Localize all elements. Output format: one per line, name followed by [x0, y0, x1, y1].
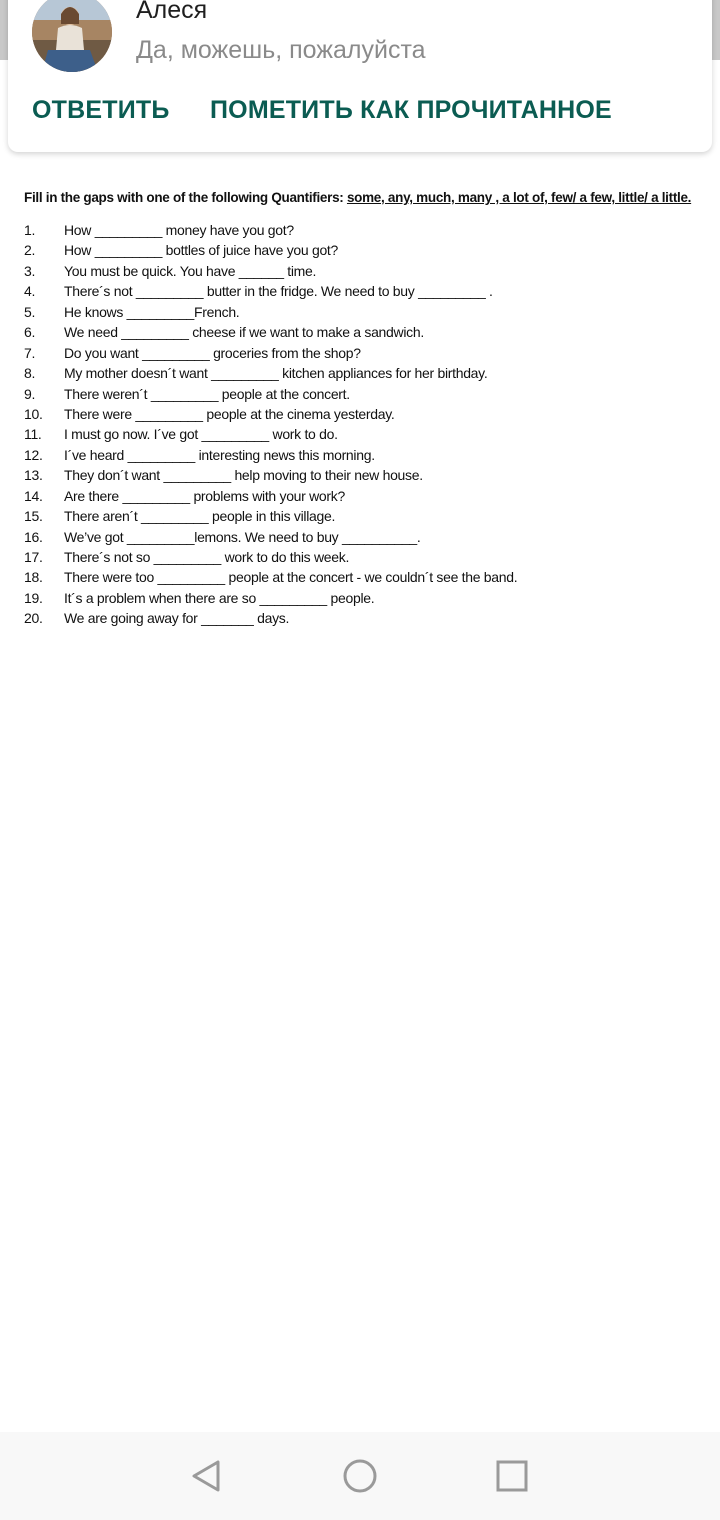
- back-icon[interactable]: [188, 1458, 224, 1494]
- exercise-text: Are there _________ problems with your work?: [64, 487, 345, 504]
- exercise-text: There aren´t _________ people in this village.: [64, 508, 336, 525]
- exercise-number: 6.: [24, 324, 36, 341]
- exercise-item: [24, 608, 704, 628]
- worksheet-image: [24, 188, 704, 629]
- exercise-number: 12.: [24, 446, 43, 463]
- sender-name: Алеся: [136, 0, 208, 24]
- exercise-number: 4.: [24, 283, 36, 300]
- exercise-text: There weren´t _________ people at the concert.: [64, 385, 350, 402]
- exercise-list: [24, 220, 704, 629]
- recents-icon[interactable]: [494, 1458, 530, 1494]
- message-preview: Да, можешь, пожалуйста: [136, 36, 426, 64]
- exercise-number: 2.: [24, 242, 36, 259]
- exercise-number: 8.: [24, 365, 36, 382]
- exercise-item: [24, 527, 704, 547]
- exercise-text: There were _________ people at the cinema yesterday.: [64, 405, 395, 422]
- exercise-text: Do you want _________ groceries from the shop?: [64, 344, 361, 361]
- exercise-number: 5.: [24, 303, 36, 320]
- avatar: [32, 0, 112, 72]
- exercise-item: [24, 343, 704, 363]
- exercise-item: [24, 261, 704, 281]
- exercise-text: How _________ money have you got?: [64, 222, 294, 238]
- exercise-item: [24, 567, 704, 587]
- exercise-text: There´s not so _________ work to do this week.: [64, 549, 350, 565]
- exercise-text: There were too _________ people at the concert - we couldn´t see the band.: [64, 569, 518, 586]
- notification-card[interactable]: [8, 0, 712, 152]
- home-icon[interactable]: [342, 1458, 378, 1494]
- exercise-number: 3.: [24, 262, 36, 279]
- exercise-item: [24, 281, 704, 301]
- exercise-item: [24, 363, 704, 383]
- navigation-bar: [0, 1432, 720, 1520]
- avatar-photo: [32, 0, 112, 72]
- exercise-text: It´s a problem when there are so _________ people.: [64, 589, 375, 606]
- exercise-text: We need _________ cheese if we want to make a sandwich.: [64, 324, 424, 341]
- exercise-text: They don´t want _________ help moving to their new house.: [64, 467, 423, 484]
- exercise-item: [24, 506, 704, 526]
- exercise-number: 9.: [24, 385, 36, 402]
- exercise-number: 16.: [24, 528, 43, 545]
- exercise-text: There´s not _________ butter in the fridge. We need to buy _________ .: [64, 283, 493, 300]
- exercise-number: 17.: [24, 549, 43, 565]
- instruction-prefix: Fill in the gaps with one of the following Quantifiers:: [24, 190, 347, 205]
- exercise-item: [24, 240, 704, 260]
- exercise-number: 7.: [24, 344, 36, 361]
- exercise-item: [24, 424, 704, 444]
- exercise-text: I must go now. I´ve got _________ work to do.: [64, 426, 338, 443]
- worksheet-instructions: [24, 188, 704, 208]
- exercise-item: [24, 302, 704, 322]
- exercise-text: We’ve got _________lemons. We need to buy __________.: [64, 528, 421, 545]
- exercise-number: 1.: [24, 222, 36, 238]
- exercise-number: 15.: [24, 508, 43, 525]
- exercise-number: 14.: [24, 487, 43, 504]
- instruction-quantifiers: some, any, much, many , a lot of, few/ a few, little/ a little.: [346, 190, 692, 205]
- exercise-item: [24, 547, 704, 567]
- exercise-number: 18.: [24, 569, 43, 586]
- exercise-text: I´ve heard _________ interesting news this morning.: [64, 446, 375, 463]
- exercise-item: [24, 384, 704, 404]
- exercise-number: 11.: [24, 426, 42, 443]
- exercise-item: [24, 322, 704, 342]
- exercise-item: [24, 465, 704, 485]
- exercise-number: 19.: [24, 589, 43, 606]
- exercise-text: We are going away for _______ days.: [64, 610, 290, 627]
- exercise-item: [24, 588, 704, 608]
- exercise-text: You must be quick. You have ______ time.: [64, 262, 317, 279]
- exercise-item: [24, 404, 704, 424]
- exercise-item: [24, 445, 704, 465]
- reply-button[interactable]: ОТВЕТИТЬ: [32, 96, 170, 124]
- exercise-number: 10.: [24, 405, 43, 422]
- exercise-number: 20.: [24, 610, 43, 627]
- exercise-item: [24, 486, 704, 506]
- exercise-number: 13.: [24, 467, 43, 484]
- mark-as-read-button[interactable]: ПОМЕТИТЬ КАК ПРОЧИТАННОЕ: [210, 96, 612, 124]
- exercise-text: How _________ bottles of juice have you got?: [64, 242, 339, 259]
- exercise-text: My mother doesn´t want _________ kitchen appliances for her birthday.: [64, 365, 488, 382]
- exercise-item: [24, 220, 704, 240]
- exercise-text: He knows _________French.: [64, 303, 240, 320]
